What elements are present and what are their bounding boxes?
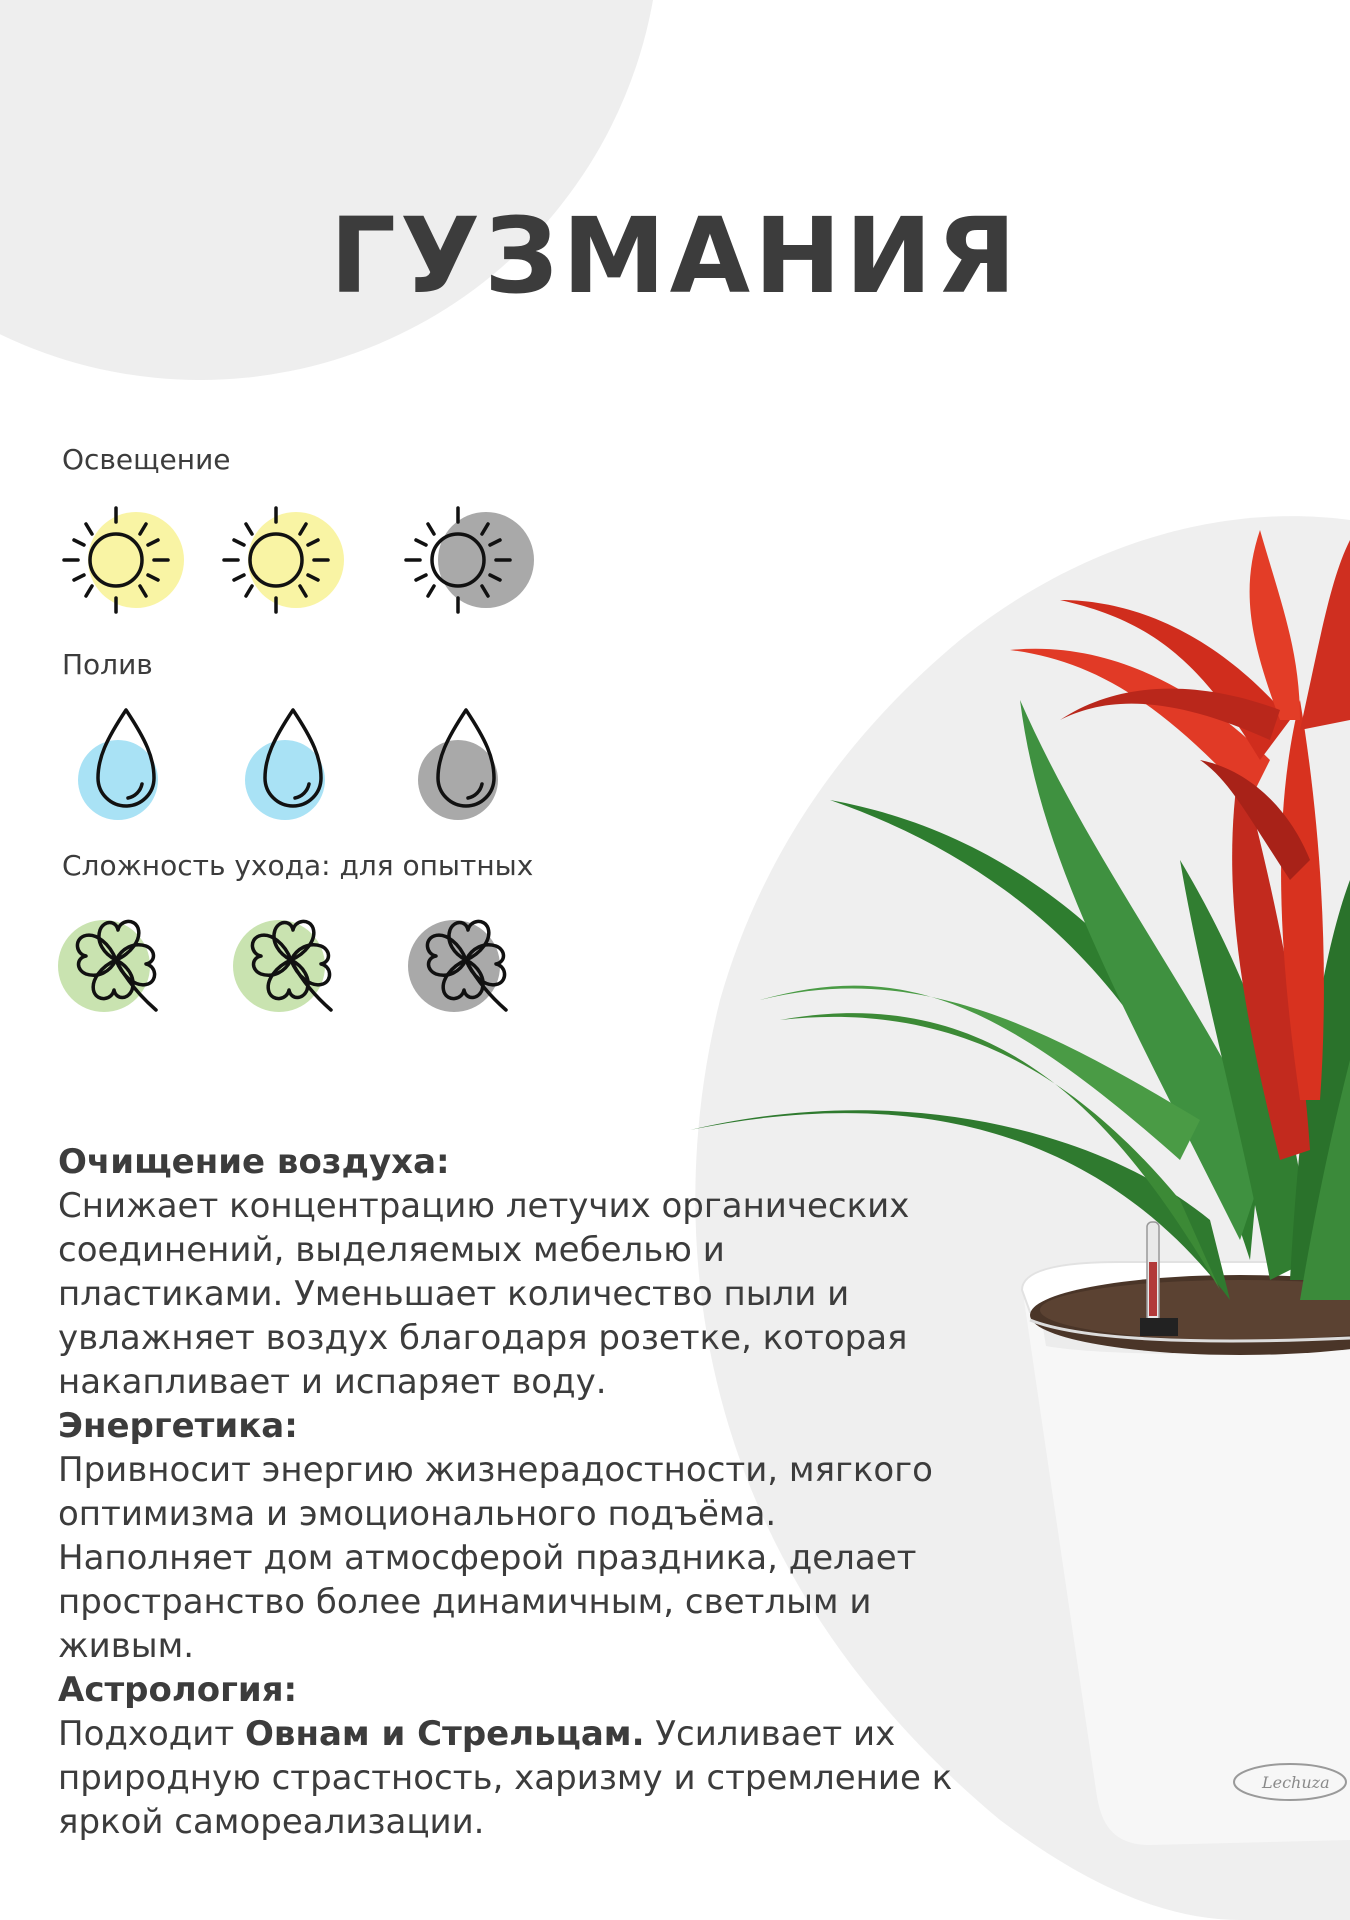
lighting-label: Освещение [62,443,231,476]
air-body: Снижает концентрацию летучих органических соединений, выделяемых мебелью и пластиками. Уменьшает количество пыли и увлажняет воздух благодаря розетке, которая накапливает и испаряет воду. [58,1186,910,1402]
air-heading: Очищение воздуха: [58,1142,450,1182]
astro-paragraph [58,1712,958,1844]
astro-intro: Подходит [58,1714,246,1754]
astro-body: Усиливает их природную страстность, харизму и стремление к яркой самореализации. [58,1714,953,1842]
pot-logo: Lechuza [1262,1773,1330,1792]
energy-body: Привносит энергию жизнерадостности, мягкого оптимизма и эмоционального подъёма. Наполняет дом атмосферой праздника, делает пространство более динамичным, светлым и живым. [58,1450,933,1666]
astro-heading: Астрология: [58,1670,298,1710]
description [58,1140,958,1844]
energy-heading: Энергетика: [58,1406,298,1446]
astro-signs: Овнам и Стрельцам. [245,1714,645,1754]
page-title: ГУЗМАНИЯ [329,195,1021,317]
care-label: Сложность ухода: для опытных [62,849,534,882]
watering-label: Полив [62,648,153,681]
white-pot [1022,1222,1350,1845]
